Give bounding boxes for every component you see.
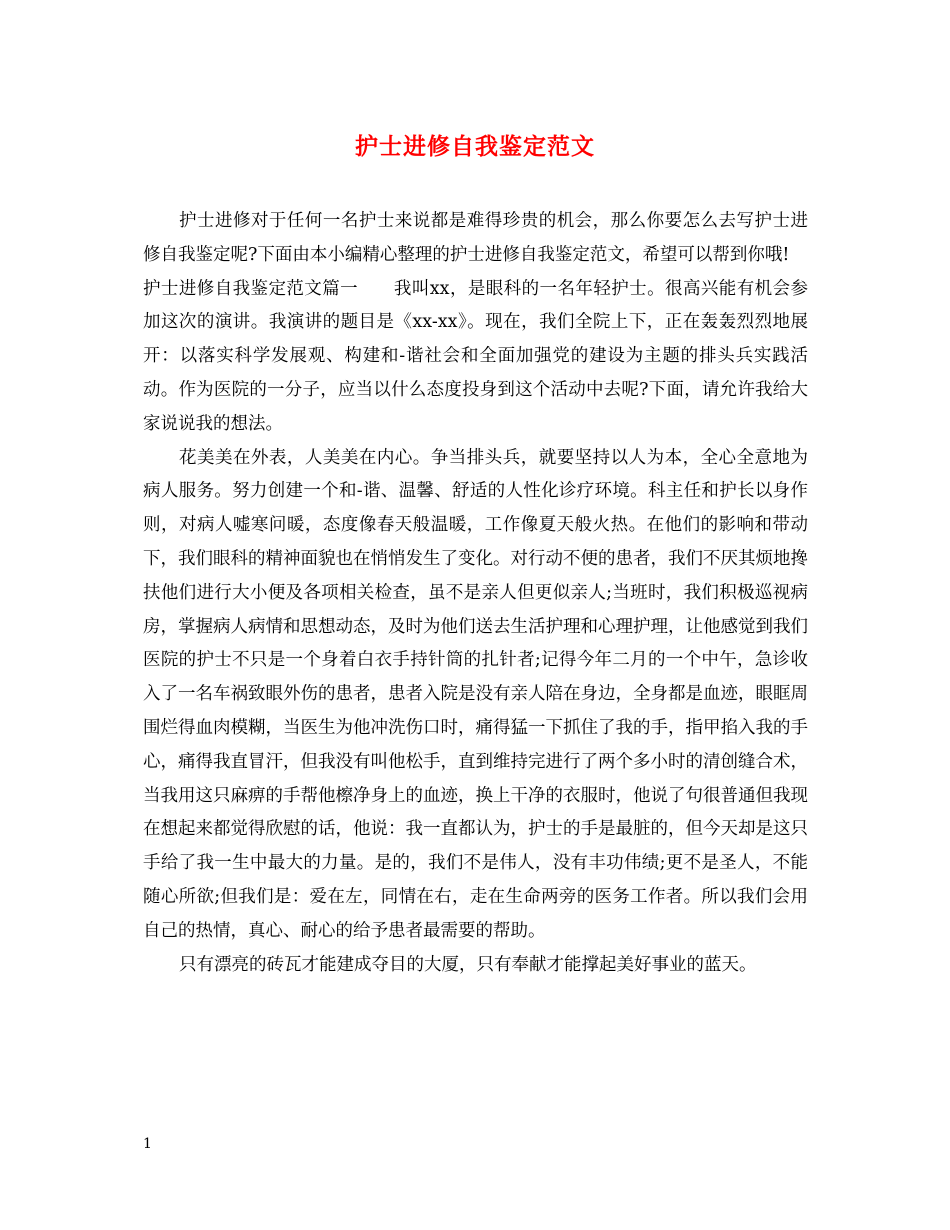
paragraph-closing: 只有漂亮的砖瓦才能建成夺目的大厦，只有奉献才能撑起美好事业的蓝天。	[179, 954, 757, 975]
paragraph-intro: 护士进修对于任何一名护士来说都是难得珍贵的机会，那么你要怎么去写护士进修自我鉴定呢?下面由本小编精心整理的护士进修自我鉴定范文，希望可以帮到你哦!	[143, 211, 808, 265]
paragraph-service: 花美美在外表，人美美在内心。争当排头兵，就要坚持以人为本，全心全意地为病人服务。努力创建一个和-谐、温馨、舒适的人性化诊疗环境。科主任和护长以身作则，对病人嘘寒问暖，态度像春天般温暖，工作像夏天般火热。在他们的影响和带动下，我们眼科的精神面貌也在悄悄发生了变化。对行动不便的患者，我们不厌其烦地搀扶他们进行大小便及各项相关检查，虽不是亲人但更似亲人;当班时，我们积极巡视病房，掌握病人病情和思想动态，及时为他们送去生活护理和心理护理，让他感觉到我们医院的护士不只是一个身着白衣手持针筒的扎针者;记得今年二月的一个中午，急诊收入了一名车祸致眼外伤的患者，患者入院是没有亲人陪在身边，全身都是血迹，眼眶周围烂得血肉模糊，当医生为他冲洗伤口时，痛得猛一下抓住了我的手，指甲掐入我的手心，痛得我直冒汗，但我没有叫他松手，直到维持完进行了两个多小时的清创缝合术，当我用这只麻痹的手帮他檫净身上的血迹，换上干净的衣服时，他说了句很普通但我现在想起来都觉得欣慰的话，他说：我一直都认为，护士的手是最脏的，但今天却是这只手给了我一生中最大的力量。是的，我们不是伟人，没有丰功伟绩;更不是圣人，不能随心所欲;但我们是：爱在左，同情在右，走在生命两旁的医务工作者。所以我们会用自己的热情，真心、耐心的给予患者最需要的帮助。	[143, 447, 808, 941]
page-number: 1	[143, 1136, 152, 1152]
document-body	[143, 205, 808, 982]
document-title: 护士进修自我鉴定范文	[355, 133, 595, 160]
paragraph-section-one: 护士进修自我鉴定范文篇一 我叫xx，是眼科的一名年轻护士。很高兴能有机会参加这次的演讲。我演讲的题目是《xx-xx》。现在，我们全院上下，正在轰轰烈烈地展开：以落实科学发展观、构建和-谐社会和全面加强党的建设为主题的排头兵实践活动。作为医院的一分子，应当以什么态度投身到这个活动中去呢?下面，请允许我给大家说说我的想法。	[143, 278, 808, 434]
